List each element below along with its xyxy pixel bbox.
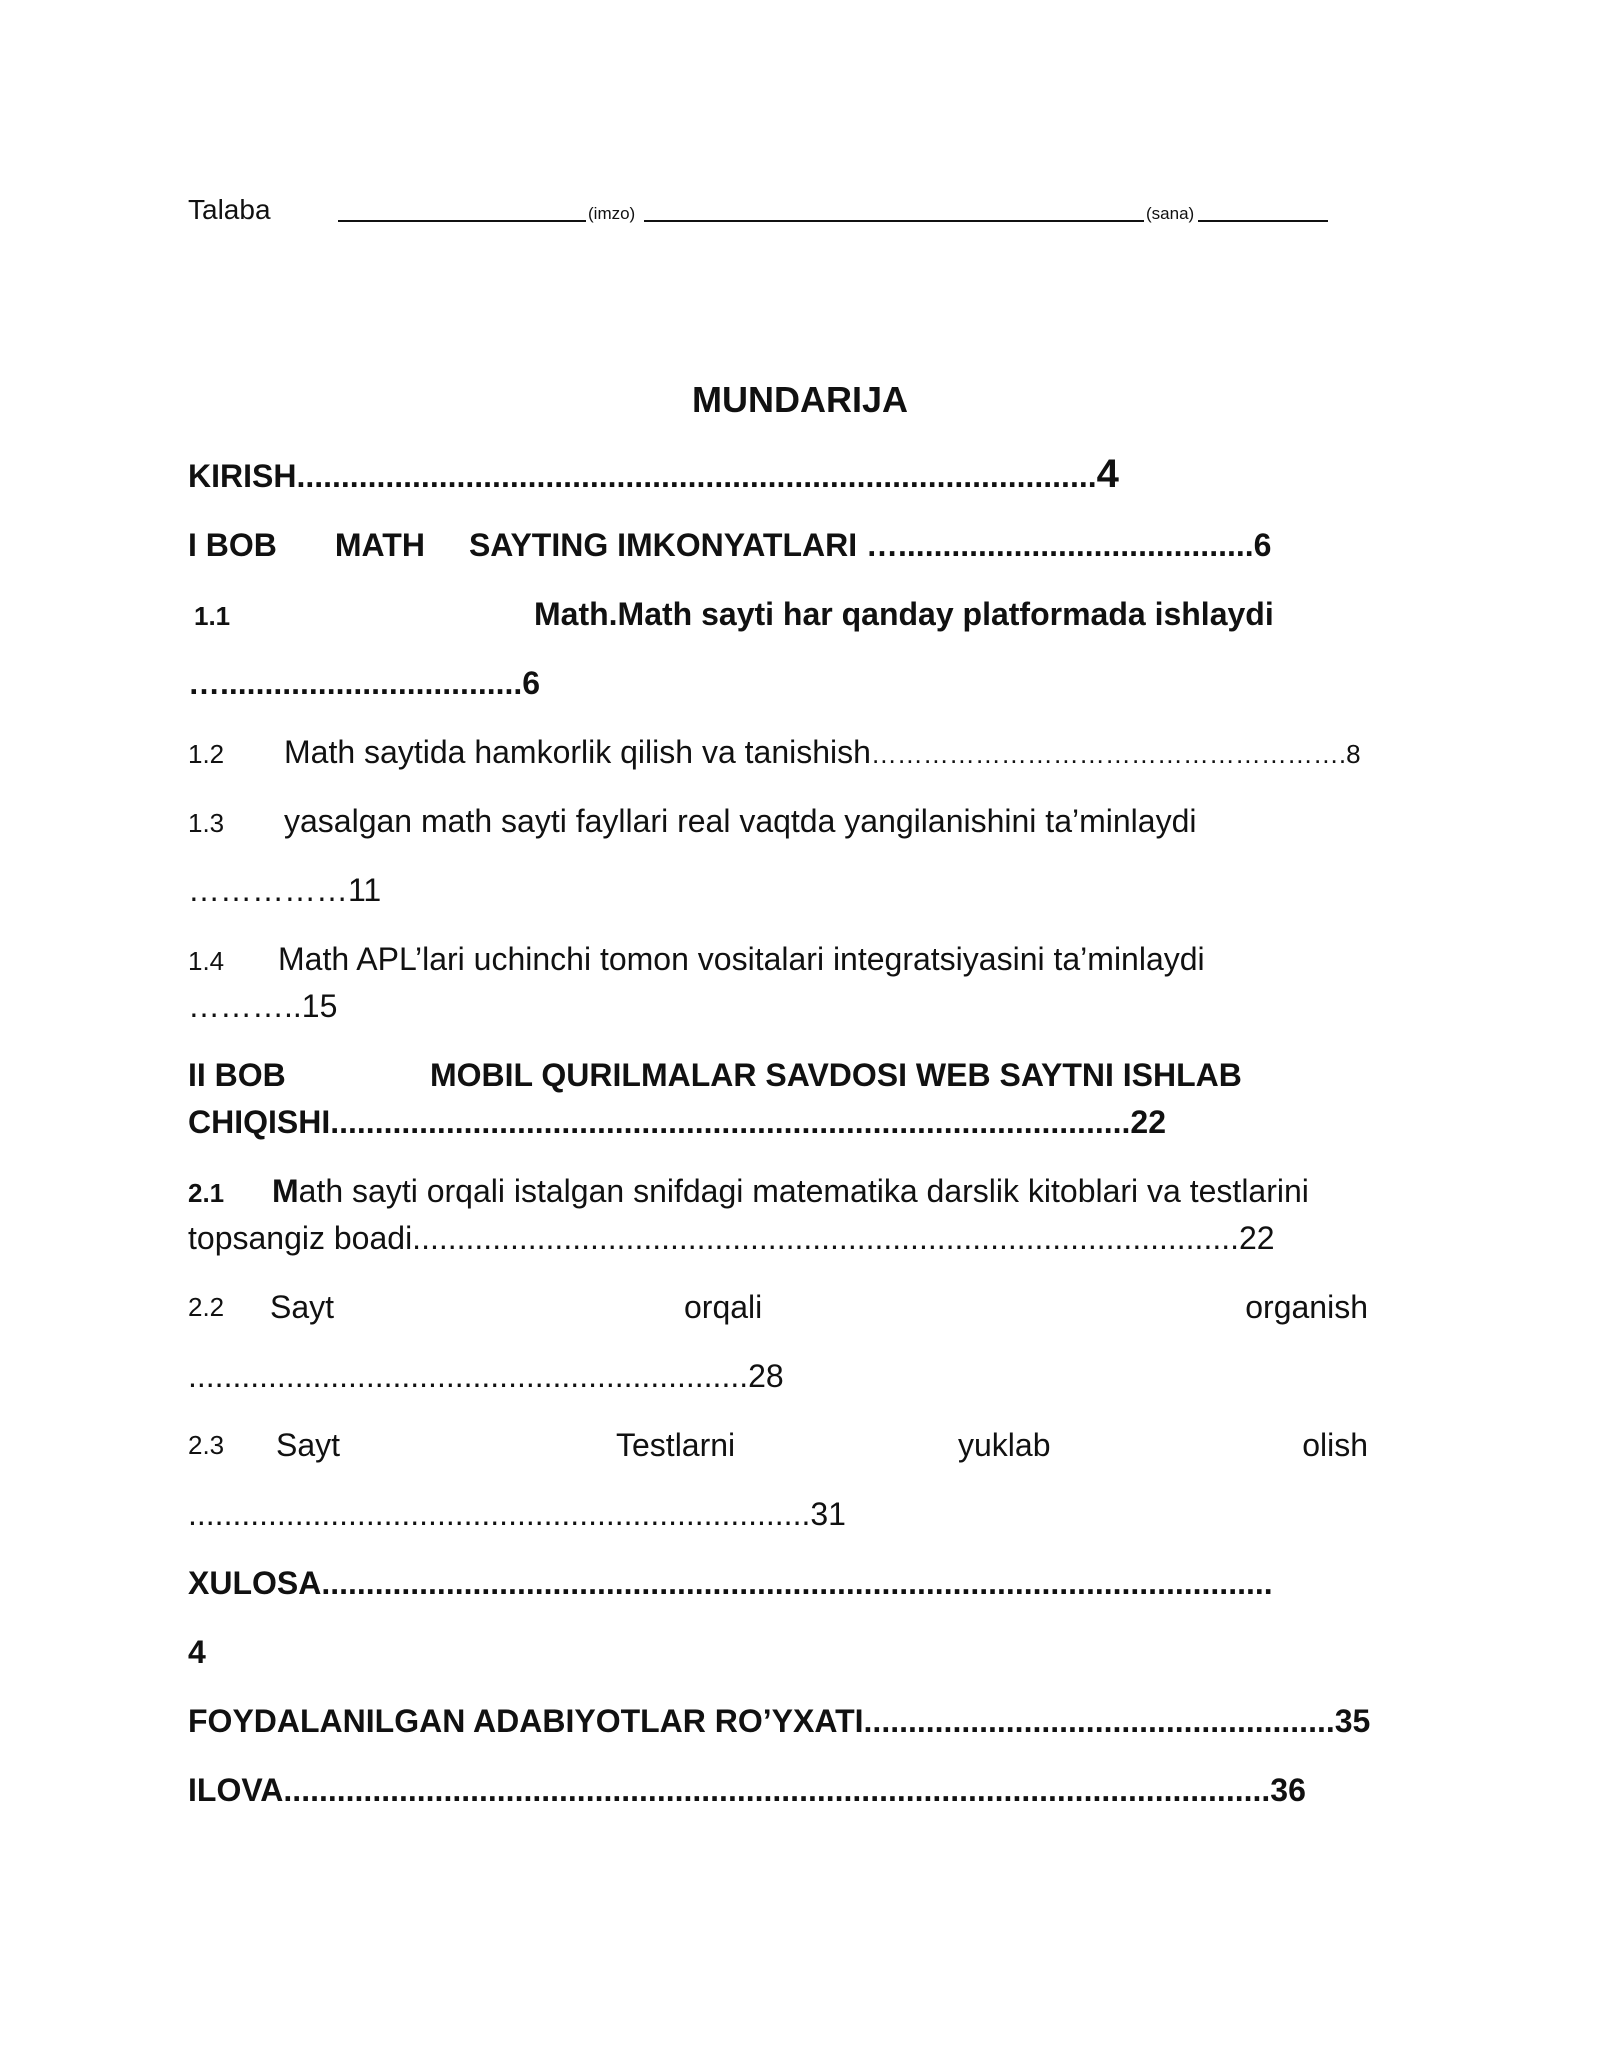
toc-page-number: 31	[810, 1496, 846, 1532]
toc-dots: …..................................	[188, 665, 523, 701]
toc-page-number: 22	[1239, 1220, 1275, 1256]
toc-entry-1-1-dots	[188, 662, 540, 704]
toc-page-number: 11	[348, 872, 382, 908]
toc-page-number: 6	[1253, 527, 1272, 563]
toc-page-number: 8	[1346, 739, 1361, 769]
toc-entry-1-4-dots	[188, 985, 337, 1027]
toc-entry-text: Math APL’lari uchinchi tomon vositalari integratsiyasini ta’minlaydi	[278, 941, 1205, 977]
section-number: 1.1	[194, 601, 231, 631]
toc-word: Sayt	[270, 1289, 335, 1325]
toc-page-number: 15	[301, 988, 338, 1024]
toc-entry-appendix	[188, 1769, 1306, 1811]
toc-entry-chapter-2	[188, 1054, 1242, 1096]
toc-word: orqali	[684, 1289, 763, 1325]
toc-entry-conclusion-page	[188, 1631, 206, 1673]
toc-word: organish	[1245, 1289, 1368, 1325]
toc-entry-2-1-cont	[188, 1217, 1275, 1259]
section-number: 1.2	[188, 739, 225, 769]
toc-entry-chapter-1	[188, 524, 1271, 566]
toc-entry-text: ILOVA...............................................................................................................	[188, 1772, 1271, 1808]
middle-underline	[644, 220, 1144, 222]
toc-entry-text: ath sayti orqali istalgan snifdagi matematika darslik kitoblari va testlarini	[298, 1173, 1309, 1209]
toc-dots: ......................................................................	[188, 1496, 811, 1532]
toc-entry-2-2-dots	[188, 1355, 784, 1397]
toc-page-number: 35	[1334, 1703, 1371, 1739]
toc-entry-text: yasalgan math sayti fayllari real vaqtda yangilanishini ta’minlaydi	[284, 803, 1197, 839]
chapter-label: I BOB	[188, 527, 277, 563]
toc-word: yuklab	[958, 1427, 1051, 1463]
toc-page-number: 6	[522, 665, 541, 701]
toc-page-number: 28	[748, 1358, 784, 1394]
chapter-word: MATH	[334, 527, 425, 563]
section-number: 2.2	[188, 1292, 225, 1322]
section-number: 2.1	[188, 1178, 225, 1208]
toc-entry-1-3-dots	[188, 869, 381, 911]
toc-page-number: 22	[1130, 1104, 1166, 1140]
toc-dots: ……………	[188, 872, 348, 908]
toc-page-number: 4	[1096, 452, 1119, 496]
signature-caption: (imzo)	[588, 204, 636, 223]
chapter-label: II BOB	[188, 1057, 286, 1093]
toc-entry-text: SAYTING IMKONYATLARI …........................................	[468, 527, 1254, 563]
toc-entry-2-3-dots	[188, 1493, 846, 1535]
toc-word: olish	[1302, 1427, 1368, 1463]
toc-entry-1-3	[188, 800, 1196, 844]
toc-entry-references	[188, 1700, 1370, 1742]
toc-entry-1-1	[188, 593, 1274, 637]
toc-entry-intro	[188, 453, 1119, 497]
toc-entry-conclusion	[188, 1562, 1273, 1604]
page-title: MUNDARIJA	[692, 379, 908, 420]
toc-entry-text-cont: CHIQISHI..........................................................................................	[188, 1104, 1131, 1140]
toc-page-number: 36	[1270, 1772, 1306, 1808]
signature-line	[338, 190, 1338, 230]
section-number: 2.3	[188, 1430, 225, 1460]
toc-dots: ………..	[188, 988, 302, 1024]
toc-entry-text: Math saytida hamkorlik qilish va tanishish	[284, 734, 871, 770]
toc-dots: ……………………………………………….	[870, 739, 1347, 769]
toc-entry-2-1	[188, 1170, 1309, 1214]
date-underline	[1198, 220, 1328, 222]
toc-entry-text-cont: topsangiz boadi.............................................................................................	[188, 1220, 1239, 1256]
first-letter: M	[272, 1173, 299, 1209]
toc-word: Testlarni	[616, 1427, 736, 1463]
toc-dots: ...............................................................	[188, 1358, 749, 1394]
toc-entry-text: MOBIL QURILMALAR SAVDOSI WEB SAYTNI ISHLAB	[430, 1057, 1242, 1093]
toc-word: Sayt	[276, 1427, 341, 1463]
section-number: 1.3	[188, 808, 225, 838]
toc-entry-1-4	[188, 938, 1205, 982]
date-caption: (sana)	[1146, 204, 1195, 223]
student-label: Talaba	[188, 194, 271, 225]
toc-entry-text: KIRISH..........................................................................................	[188, 458, 1097, 494]
section-number: 1.4	[188, 946, 225, 976]
signature-underline	[338, 220, 586, 222]
toc-entry-text: Math.Math sayti har qanday platformada ishlaydi	[534, 596, 1274, 632]
toc-entry-text: XULOSA...........................................................................................................	[188, 1565, 1273, 1601]
toc-entry-text: FOYDALANILGAN ADABIYOTLAR RO’YXATI.....................................................	[188, 1703, 1335, 1739]
toc-entry-1-2	[188, 731, 1361, 775]
toc-entry-chapter-2-cont	[188, 1101, 1166, 1143]
toc-page-number: 4	[188, 1634, 206, 1670]
